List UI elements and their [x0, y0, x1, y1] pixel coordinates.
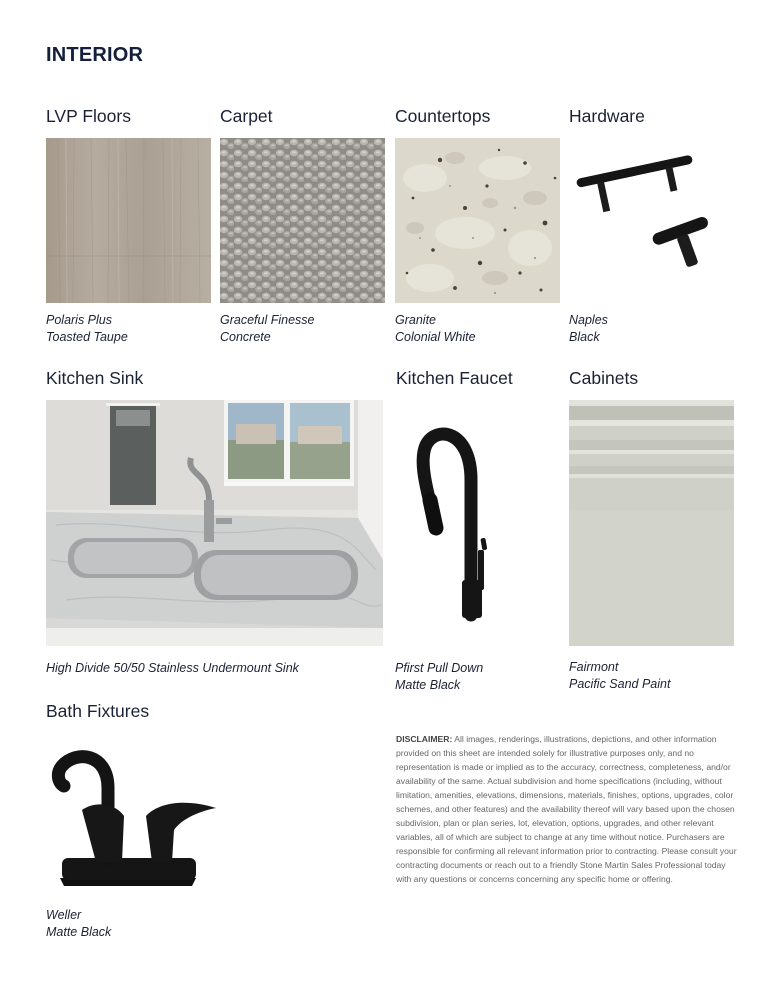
- kitchen-faucet-product-name: Pfirst Pull Down: [395, 661, 484, 675]
- countertop-color-name: Colonial White: [395, 330, 476, 344]
- countertop-caption: [395, 312, 476, 346]
- bath-fixtures-title: Bath Fixtures: [46, 701, 150, 721]
- disclaimer-label: DISCLAIMER:: [396, 734, 453, 744]
- bath-fixtures-product-name: Weller: [46, 908, 82, 922]
- cabinets-paint-name: Pacific Sand Paint: [569, 677, 671, 691]
- cabinets-title: Cabinets: [569, 368, 639, 388]
- bath-fixtures-finish: Matte Black: [46, 925, 112, 939]
- lvp-product-name: Polaris Plus: [46, 313, 112, 327]
- hardware-title: Hardware: [569, 106, 645, 126]
- carpet-color-name: Concrete: [220, 330, 271, 344]
- carpet-title: Carpet: [220, 106, 273, 126]
- countertop-material: Granite: [395, 313, 436, 327]
- cabinet-swatch: [569, 400, 734, 646]
- disclaimer-text: All images, renderings, illustrations, depictions, and other information provided on this sheet are intended solely for illustrative purposes only, and no representation is made or implied as to the accuracy, correctness, completeness, and/or availability of the same. Actual subdivision and home specifications (including, without limitation, amenities, elevations, dimensions, materials, finishes, options, upgrades, color schemes, and other features) and the availability thereof will vary based upon the chosen subdivision, plan or plan series, lot, elevation, options, upgrades, and other relevant variables, all of which are subject to change at any time without notice. Purchasers are responsible for confirming all relevant information prior to contracting. Please consult your contracting documents or reach out to a friendly Stone Martin Sales Professional today with any questions or concerns concerning any specific home or offering.: [396, 734, 737, 884]
- carpet-swatch: [220, 138, 385, 303]
- countertops-title: Countertops: [395, 106, 491, 126]
- kitchen-faucet-title: Kitchen Faucet: [396, 368, 513, 388]
- cabinets-caption: [569, 659, 670, 693]
- kitchen-sink-caption: [46, 660, 299, 677]
- kitchen-faucet-caption: [395, 660, 483, 694]
- hardware-image: [569, 138, 734, 303]
- kitchen-faucet-finish: Matte Black: [395, 678, 461, 692]
- carpet-caption: [220, 312, 314, 346]
- kitchen-sink-photo: [46, 400, 383, 646]
- hardware-color-name: Black: [569, 330, 600, 344]
- lvp-color-name: Toasted Taupe: [46, 330, 128, 344]
- lvp-caption: [46, 312, 128, 346]
- page-title: INTERIOR: [46, 44, 144, 66]
- kitchen-faucet-image: [396, 400, 561, 630]
- hardware-product-name: Naples: [569, 313, 608, 327]
- disclaimer: [396, 732, 741, 886]
- lvp-floors-title: LVP Floors: [46, 106, 131, 126]
- lvp-floor-swatch: [46, 138, 211, 303]
- kitchen-sink-product-name: High Divide 50/50 Stainless Undermount Sink: [46, 661, 299, 675]
- bath-fixtures-caption: [46, 907, 111, 941]
- hardware-caption: [569, 312, 608, 346]
- carpet-product-name: Graceful Finesse: [220, 313, 315, 327]
- cabinets-style-name: Fairmont: [569, 660, 619, 674]
- kitchen-sink-title: Kitchen Sink: [46, 368, 144, 388]
- countertop-swatch: [395, 138, 560, 303]
- bath-faucet-image: [46, 738, 226, 898]
